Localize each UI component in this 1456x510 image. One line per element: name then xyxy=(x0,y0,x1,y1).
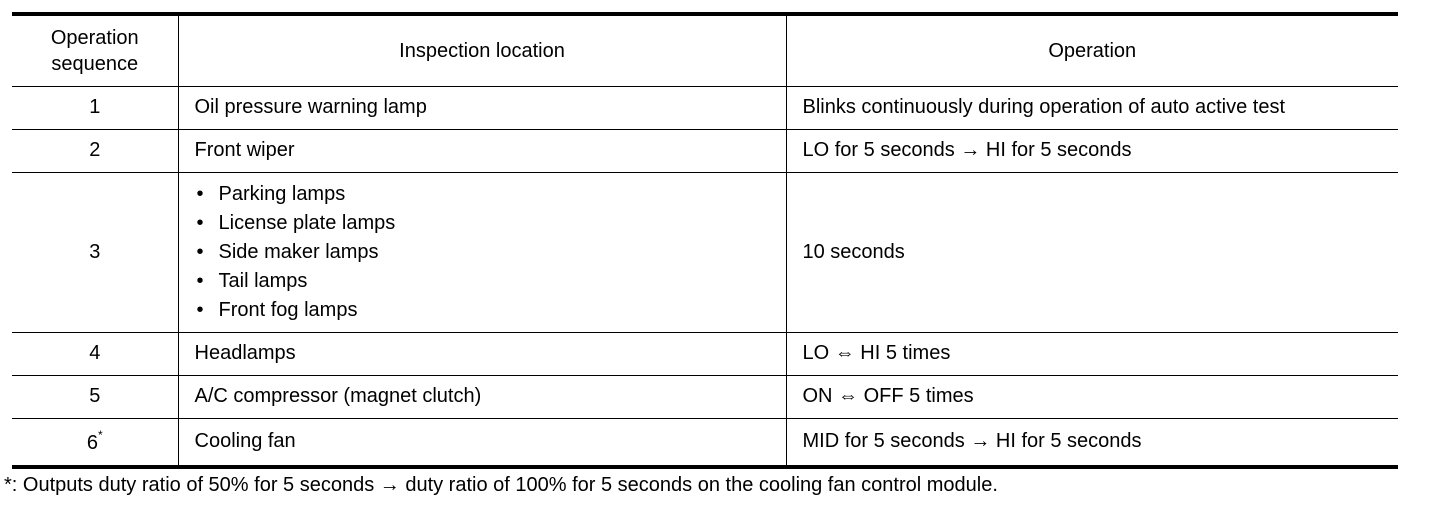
sequence-cell: 5 xyxy=(12,375,178,418)
header-operation: Operation xyxy=(786,14,1398,86)
sequence-cell: 2 xyxy=(12,129,178,172)
table-row xyxy=(12,375,1398,418)
list-item: • License plate lamps xyxy=(195,209,786,238)
operation-cell: ON ⇔ OFF 5 times xyxy=(786,375,1398,418)
operation-cell: LO ⇔ HI 5 times xyxy=(786,332,1398,375)
header-row xyxy=(12,14,1398,86)
footnote: *: Outputs duty ratio of 50% for 5 seconds → duty ratio of 100% for 5 seconds on the cooling fan control module. xyxy=(4,474,998,496)
list-item: • Front fog lamps xyxy=(195,296,786,325)
table-row xyxy=(12,172,1398,332)
location-cell: A/C compressor (magnet clutch) xyxy=(178,375,786,418)
sequence-number: 6 xyxy=(86,432,98,455)
footnote-marker: * xyxy=(97,428,103,443)
list-item: • Side maker lamps xyxy=(195,238,786,267)
operation-cell: Blinks continuously during operation of auto active test xyxy=(786,86,1398,129)
header-inspection-location: Inspection location xyxy=(178,14,786,86)
table-row xyxy=(12,86,1398,129)
lamp-list xyxy=(195,180,786,325)
operation-cell: 10 seconds xyxy=(786,172,1398,332)
location-cell: Front wiper xyxy=(178,129,786,172)
sequence-cell xyxy=(12,418,178,467)
operation-cell: LO for 5 seconds → HI for 5 seconds xyxy=(786,129,1398,172)
list-item: • Parking lamps xyxy=(195,180,786,209)
list-item: • Tail lamps xyxy=(195,267,786,296)
location-cell xyxy=(178,172,786,332)
header-operation-sequence xyxy=(12,14,178,86)
operation-cell: MID for 5 seconds → HI for 5 seconds xyxy=(786,418,1398,467)
table-row xyxy=(12,418,1398,467)
location-cell: Headlamps xyxy=(178,332,786,375)
location-cell: Oil pressure warning lamp xyxy=(178,86,786,129)
inspection-table xyxy=(12,12,1398,469)
sequence-cell: 3 xyxy=(12,172,178,332)
table-row xyxy=(12,332,1398,375)
sequence-cell: 4 xyxy=(12,332,178,375)
table-row xyxy=(12,129,1398,172)
location-cell: Cooling fan xyxy=(178,418,786,467)
sequence-cell: 1 xyxy=(12,86,178,129)
header-sequence-label: Operation sequence xyxy=(50,26,139,75)
